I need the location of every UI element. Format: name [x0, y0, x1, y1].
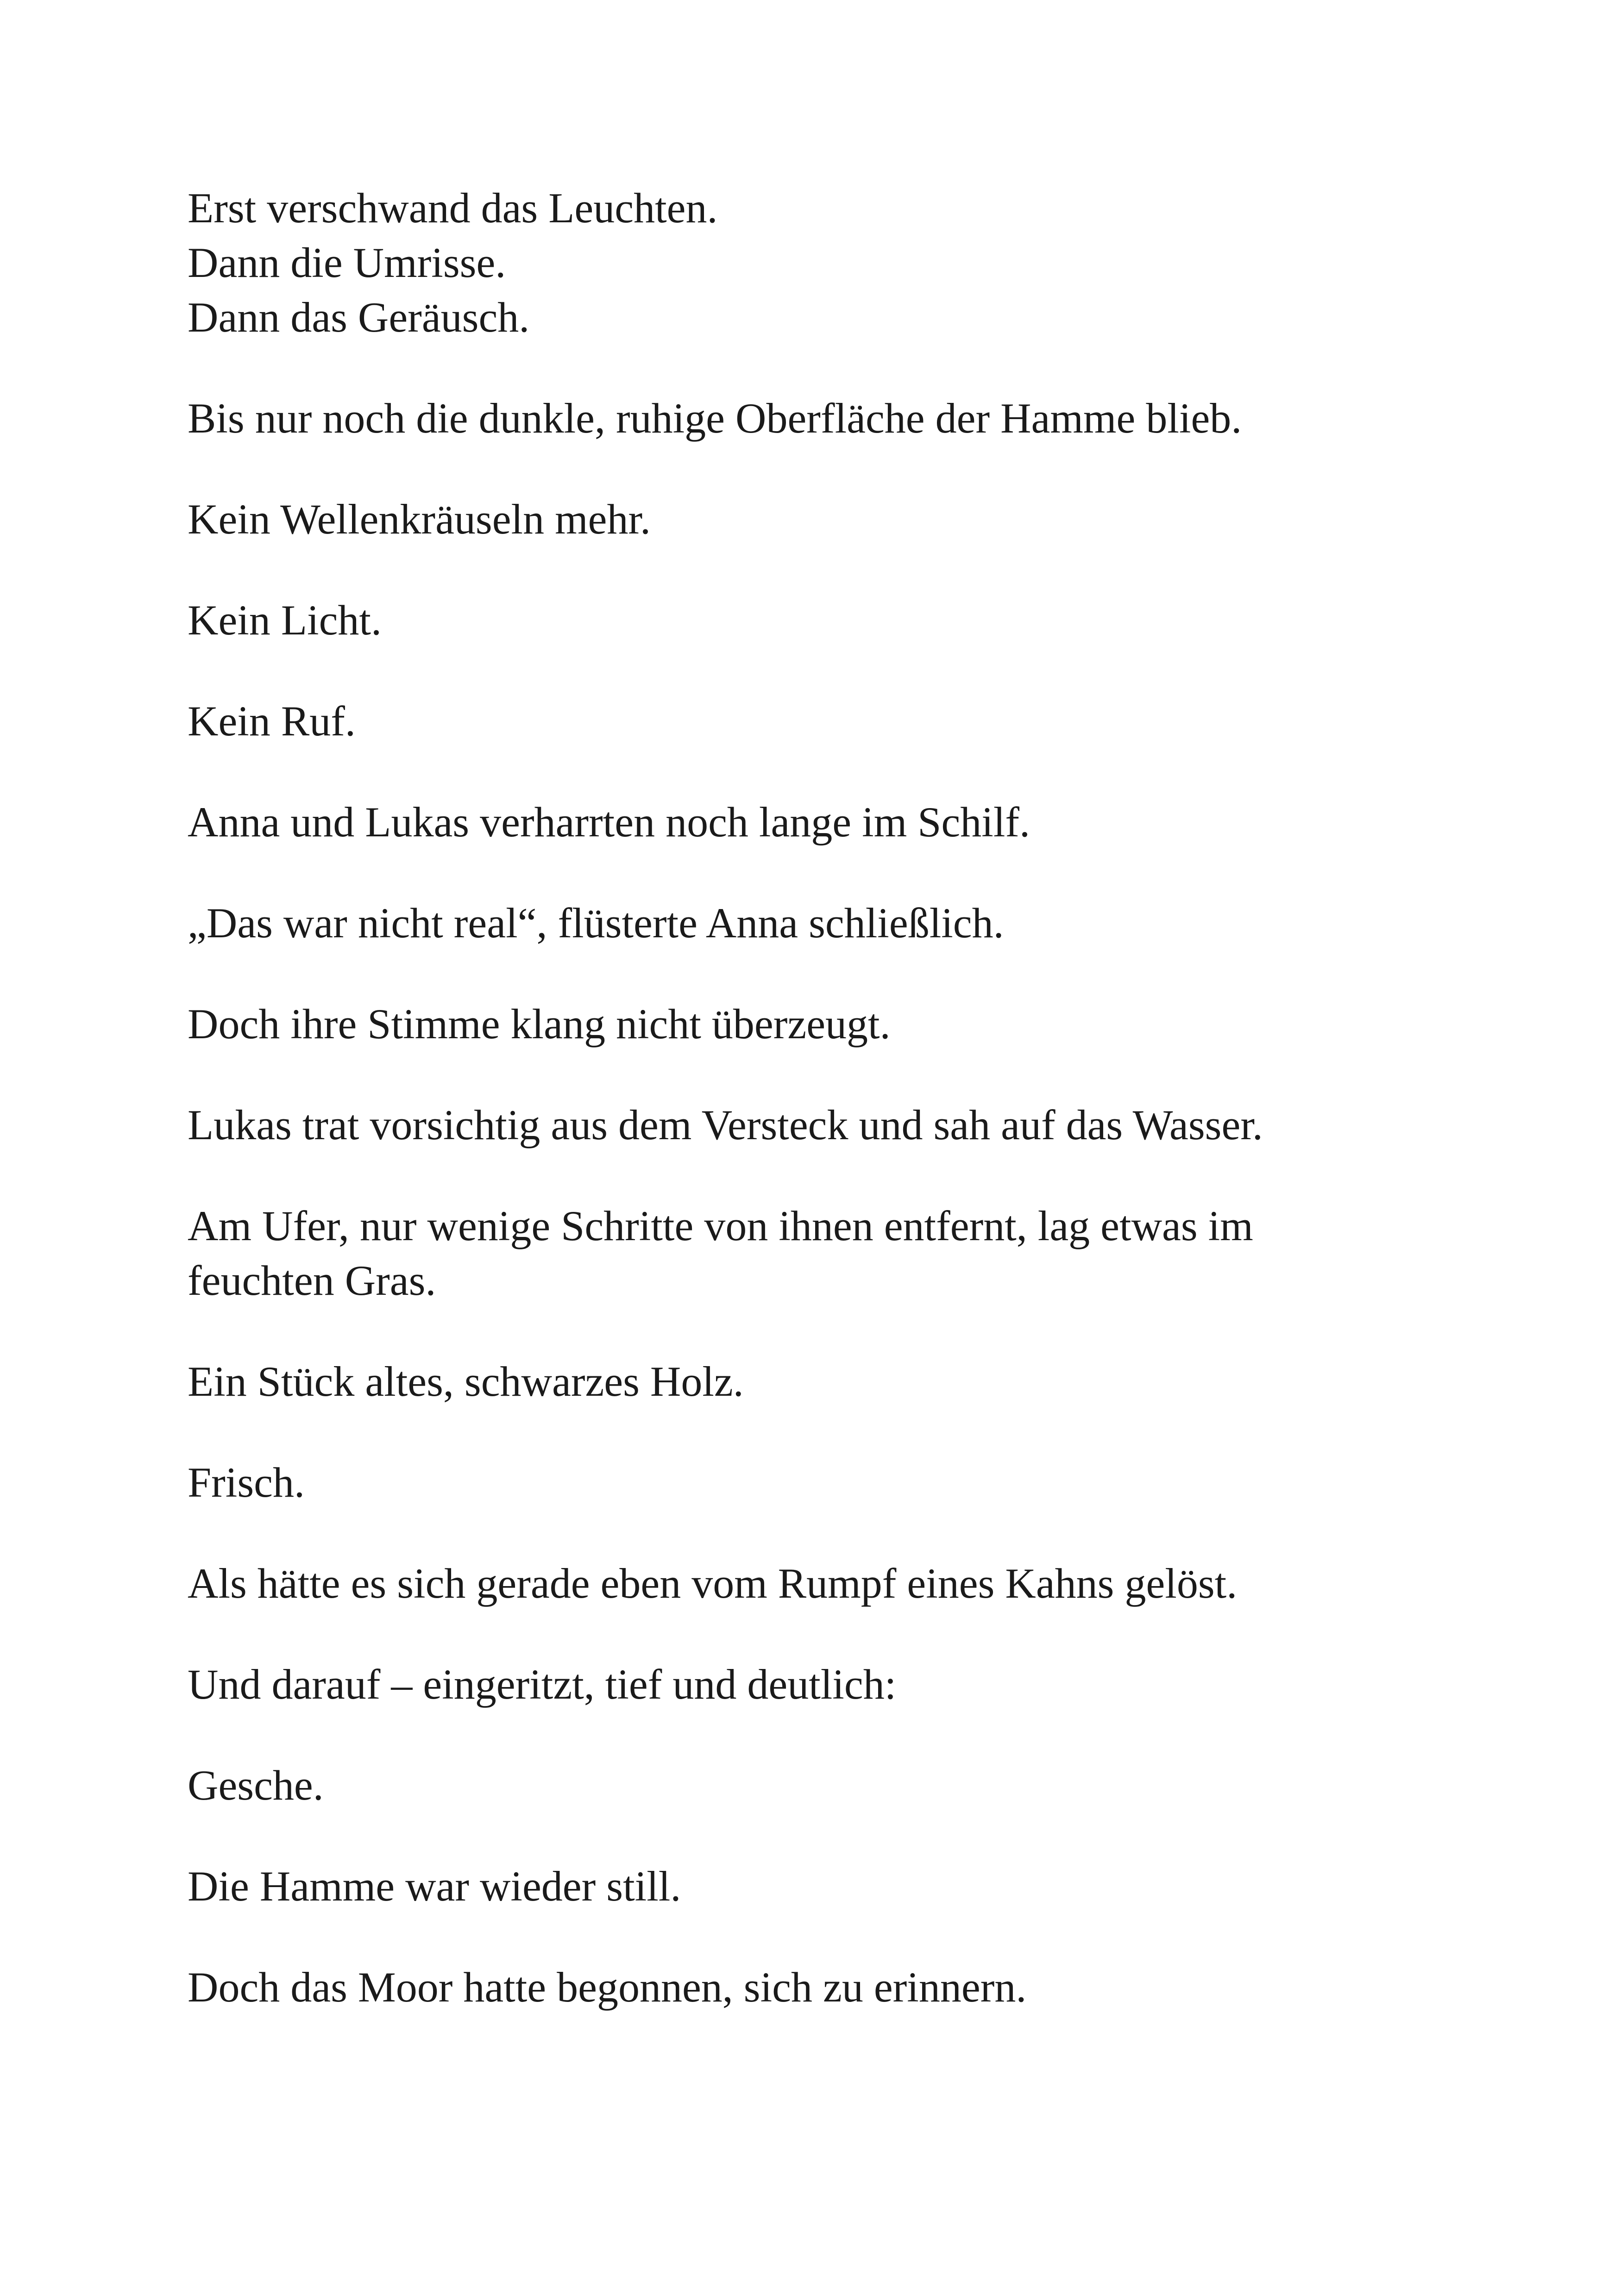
paragraph: Doch das Moor hatte begonnen, sich zu erinnern.	[188, 1964, 1027, 2011]
paragraph: Kein Ruf.	[188, 697, 356, 745]
paragraph: Lukas trat vorsichtig aus dem Versteck und sah auf das Wasser.	[188, 1101, 1263, 1148]
paragraph: Erst verschwand das Leuchten. Dann die Umrisse. Dann das Geräusch.	[188, 184, 718, 341]
paragraph: „Das war nicht real“, flüsterte Anna schließlich.	[188, 899, 1004, 947]
paragraph: Gesche.	[188, 1762, 324, 1809]
paragraph: Kein Licht.	[188, 596, 382, 644]
paragraph: Ein Stück altes, schwarzes Holz.	[188, 1358, 744, 1405]
paragraph: Bis nur noch die dunkle, ruhige Oberfläche der Hamme blieb.	[188, 395, 1242, 442]
paragraph: Und darauf – eingeritzt, tief und deutlich:	[188, 1661, 897, 1708]
paragraph: Kein Wellenkräuseln mehr.	[188, 496, 651, 543]
paragraph: Die Hamme war wieder still.	[188, 1863, 681, 1910]
paragraph: Am Ufer, nur wenige Schritte von ihnen entfernt, lag etwas im feuchten Gras.	[188, 1202, 1253, 1304]
story-text	[188, 181, 1484, 2014]
paragraph: Frisch.	[188, 1459, 305, 1506]
paragraph: Doch ihre Stimme klang nicht überzeugt.	[188, 1000, 891, 1048]
paragraph: Anna und Lukas verharrten noch lange im Schilf.	[188, 798, 1030, 846]
paragraph: Als hätte es sich gerade eben vom Rumpf eines Kahns gelöst.	[188, 1560, 1238, 1607]
